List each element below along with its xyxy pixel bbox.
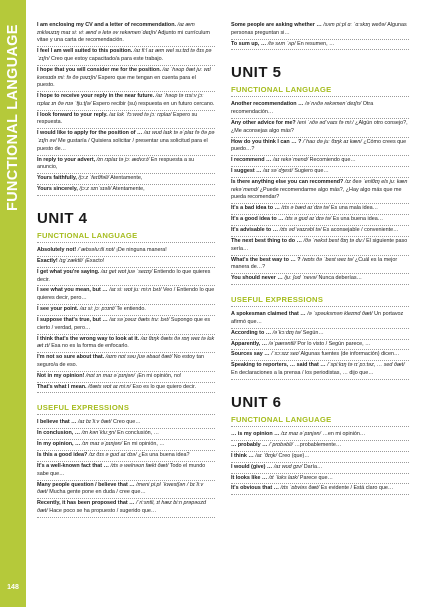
unit-heading: UNIT 5 bbox=[231, 64, 282, 82]
english-phrase: Yours sincerely, bbox=[37, 186, 78, 193]
phonetic-transcription: /meni piːpl ˈkwestʃən / bɪˈliːv ðæt/ bbox=[37, 481, 204, 496]
spanish-translation: Otra recomendación… bbox=[231, 101, 374, 116]
phrase-entry bbox=[231, 310, 409, 329]
english-phrase: Not in my opinion! bbox=[37, 372, 85, 379]
phrase-entry bbox=[231, 441, 409, 452]
phonetic-transcription: /aɪ θɪŋk ðæts ðə rɒŋ weɪ tə lʊk æt ɪt/ bbox=[37, 335, 215, 350]
phonetic-transcription: /jɔːz ˈfeɪθfəli/ bbox=[76, 175, 110, 182]
phrase-entry bbox=[231, 215, 409, 226]
spanish-translation: Entiendo lo que quieres decir. bbox=[37, 268, 211, 283]
english-phrase: It's obvious that … bbox=[231, 485, 280, 492]
phrase-entry bbox=[231, 430, 409, 441]
english-phrase: I suggest … bbox=[231, 168, 262, 175]
phonetic-transcription: /jɔːz sɪnˈsɪəli/ bbox=[77, 186, 112, 193]
spanish-translation: No estoy tan seguro/a de eso. bbox=[37, 354, 204, 368]
phrase-entry bbox=[37, 66, 215, 92]
phonetic-transcription: /ˈriːsntli, ɪt hæz biːn prəpəʊzd ðæt/ bbox=[37, 500, 207, 514]
phonetic-transcription: /ˈsɔːsɪz seɪ/ bbox=[269, 351, 300, 358]
phonetic-transcription: /juː ʃʊd ˈnevə/ bbox=[282, 275, 317, 282]
english-phrase: I recommend … bbox=[231, 157, 272, 164]
phonetic-transcription: /sʌm piːpl ɑː ˈɑːskɪŋ weðə/ bbox=[321, 22, 387, 28]
phonetic-transcription: /aɪ bɪˈliːv ðæt/ bbox=[76, 419, 112, 426]
phonetic-transcription: /aɪ rekəˈmend/ bbox=[271, 157, 309, 164]
phonetic-transcription: /aɪ lʊk ˈfɔːwəd tə jɔː rɪplaɪ/ bbox=[107, 111, 172, 118]
english-phrase: I suppose that's true, but … bbox=[37, 316, 108, 323]
spanish-translation: En mi opinión, … bbox=[122, 441, 165, 448]
english-phrase: Any other advice for me? bbox=[231, 120, 296, 127]
phrase-entry bbox=[37, 246, 215, 257]
phonetic-transcription: /aɪ wʊd gɪv/ bbox=[272, 463, 303, 470]
phrase-entry bbox=[37, 47, 215, 66]
english-phrase: I feel I am well suited to this position. bbox=[37, 48, 133, 55]
phrase-entry bbox=[37, 383, 215, 394]
spanish-translation: En declaraciones a la prensa / los periodistas, … dijo que… bbox=[231, 370, 374, 377]
phrase-entry bbox=[231, 350, 409, 361]
spanish-translation: Espero su respuesta. bbox=[37, 111, 198, 126]
phrase-entry bbox=[37, 499, 215, 518]
phonetic-transcription: /aɪ ˈθɪŋk/ bbox=[253, 452, 278, 459]
english-phrase: Sources say … bbox=[231, 351, 270, 358]
english-phrase: I am enclosing my CV and a letter of recommendation. bbox=[37, 22, 176, 28]
english-phrase: In conclusion, … bbox=[37, 430, 81, 437]
spanish-translation: Creo (que)… bbox=[277, 452, 310, 459]
phrase-entry bbox=[37, 268, 215, 287]
english-phrase: It's a good idea to … bbox=[231, 216, 284, 223]
phonetic-transcription: /ɪn maɪ əˈpɪnjən/ bbox=[80, 441, 123, 448]
phrase-entry bbox=[231, 119, 409, 138]
spanish-translation: ¡De ninguna manera! bbox=[114, 247, 167, 254]
phonetic-transcription: /wɒts ðə ˈbest weɪ tə/ bbox=[300, 256, 354, 263]
spanish-translation: ¿Cuál es la mejor manera de…? bbox=[231, 256, 398, 271]
phonetic-transcription: /əˈnʌðə rekəmenˈdeɪʃn/ bbox=[303, 101, 362, 108]
spanish-translation: ¿Algún otro consejo?, ¿Me aconsejas algo más? bbox=[231, 120, 408, 134]
phonetic-transcription: /ɪn rɪplaɪ tə jɔː ædvɜːt/ bbox=[95, 156, 150, 163]
phrase-entry bbox=[231, 329, 409, 340]
english-phrase: To sum up, … bbox=[231, 40, 267, 47]
english-phrase: Some people are asking whether … bbox=[231, 22, 322, 28]
page-number: 148 bbox=[7, 584, 19, 591]
phonetic-transcription: /ˈspiːkɪŋ tə rɪˈpɔːtəz, … sed ðæt/ bbox=[325, 362, 405, 369]
english-phrase: How do you think I can … ? bbox=[231, 138, 302, 145]
spanish-translation: Es aconsejable / conveniente… bbox=[321, 227, 399, 234]
phrase-entry bbox=[231, 452, 409, 463]
unit-heading: UNIT 4 bbox=[37, 210, 88, 228]
english-phrase: Is this a good idea? bbox=[37, 452, 88, 459]
phrase-entry bbox=[231, 138, 409, 157]
spanish-translation: Es evidente / Está claro que… bbox=[319, 485, 394, 492]
section-heading: USEFUL EXPRESSIONS bbox=[231, 295, 409, 307]
section-heading: FUNCTIONAL LANGUAGE bbox=[37, 231, 215, 243]
phonetic-transcription: /eni ˈʌðə ədˈvaɪs fə miː/ bbox=[295, 120, 354, 127]
spanish-translation: Creo que estoy capacitado/a para este trabajo. bbox=[49, 56, 164, 62]
phonetic-transcription: /əˈpærəntli/ bbox=[267, 340, 296, 347]
spanish-translation: Me gustaría / Quisiera solicitar / presentar una solicitud para el puesto de… bbox=[37, 138, 208, 152]
section-heading: FUNCTIONAL LANGUAGE bbox=[231, 85, 409, 97]
spanish-translation: Recomiendo que… bbox=[308, 157, 356, 164]
phrase-entry bbox=[231, 178, 409, 204]
phrase-entry bbox=[37, 372, 215, 383]
spanish-translation: Algunas personas preguntan si… bbox=[231, 22, 407, 36]
phonetic-transcription: /ɪts ˈɒbviəs ðæt/ bbox=[279, 485, 320, 492]
phrase-entry bbox=[37, 129, 215, 155]
english-phrase: It's a well-known fact that … bbox=[37, 463, 109, 470]
phrase-entry bbox=[231, 256, 409, 275]
spanish-translation: ¿Es una buena idea? bbox=[136, 452, 190, 459]
spanish-translation: Es una buena idea… bbox=[331, 216, 384, 223]
phrase-entry bbox=[37, 111, 215, 130]
english-phrase: I believe that … bbox=[37, 419, 77, 426]
phrase-entry bbox=[37, 156, 215, 175]
english-phrase: Many people question / believe that … bbox=[37, 481, 135, 488]
spanish-translation: Supongo que es cierto / verdad, pero… bbox=[37, 316, 211, 331]
spanish-translation: En conclusión, … bbox=[115, 430, 160, 437]
phrase-entry bbox=[37, 257, 215, 268]
phonetic-transcription: /ðə ˈnekst best θɪŋ tə duː/ bbox=[301, 238, 365, 245]
english-phrase: I'm not so sure about that. bbox=[37, 354, 105, 361]
phrase-entry bbox=[231, 204, 409, 215]
english-phrase: You should never … bbox=[231, 275, 283, 282]
spanish-translation: En resumen, … bbox=[295, 40, 335, 47]
right-column bbox=[231, 21, 409, 495]
spanish-translation: …probablemente… bbox=[293, 441, 342, 448]
english-phrase: A spokesman claimed that … bbox=[231, 311, 306, 318]
english-phrase: It's a bad idea to … bbox=[231, 205, 280, 212]
phrase-entry bbox=[37, 353, 215, 372]
spanish-translation: Un portavoz afirmó que… bbox=[231, 311, 404, 325]
phonetic-transcription: /aɪm nɒt səʊ ʃʊə əbaʊt ðæt/ bbox=[104, 354, 173, 361]
phrase-entry bbox=[37, 305, 215, 316]
phonetic-transcription: /ɪn kənˈkluːʒn/ bbox=[80, 430, 116, 437]
spanish-translation: Espero que me tengan en cuenta para el puesto. bbox=[37, 74, 196, 89]
phonetic-transcription: /ə ˈspəʊksmən kleɪmd ðæt/ bbox=[305, 311, 373, 318]
phonetic-transcription: /ɪts ədˈvaɪzəbl tə/ bbox=[278, 227, 322, 234]
spanish-translation: Es una mala idea… bbox=[329, 205, 378, 212]
unit-heading: UNIT 6 bbox=[231, 393, 282, 411]
phrase-entry bbox=[231, 21, 409, 40]
phonetic-transcription: /aɪ ˈhəʊp tə rɪsiːv jɔː rɪplaɪ ɪn ðə nɪə ˈfjuːtʃə/ bbox=[37, 93, 204, 107]
phonetic-transcription: /ɪts ə bæd aɪˈdɪə tə/ bbox=[279, 205, 330, 212]
sidebar-title: FUNCTIONAL LANGUAGE bbox=[5, 24, 21, 212]
english-phrase: According to … bbox=[231, 329, 272, 336]
phonetic-transcription: /ɪz ðeə ˈeniθɪŋ els juː kæn rekəˈmend/ bbox=[231, 179, 408, 193]
english-phrase: It's advisable to … bbox=[231, 227, 279, 234]
english-phrase: … probably … bbox=[231, 441, 268, 448]
phonetic-transcription: /aɪ wʊd laɪk tə əˈplaɪ fə ðə pəˈzɪʃn əv/ bbox=[37, 130, 215, 145]
phonetic-transcription: /ˈhaʊ də juː θɪŋk aɪ kæn/ bbox=[301, 138, 362, 145]
english-phrase: Recently, it has been proposed that … bbox=[37, 500, 135, 507]
spanish-translation: ¡Exacto! bbox=[82, 257, 105, 264]
phrase-entry bbox=[231, 237, 409, 256]
english-phrase: What's the best way to … ? bbox=[231, 256, 301, 263]
phonetic-transcription: /nɒt ɪn maɪ əˈpɪnjən/ bbox=[84, 372, 136, 379]
section-heading: USEFUL EXPRESSIONS bbox=[37, 403, 215, 415]
english-phrase: … is my opinion … bbox=[231, 430, 280, 437]
spanish-translation: Veo / Entiendo lo que quieres decir, pero… bbox=[37, 287, 215, 302]
phrase-entry bbox=[37, 174, 215, 185]
english-phrase: Exactly! bbox=[37, 257, 58, 264]
spanish-translation: En respuesta a su anuncio, bbox=[37, 156, 195, 171]
phrase-entry bbox=[231, 167, 409, 178]
english-phrase: It looks like … bbox=[231, 474, 268, 481]
english-phrase: I look forward to your reply. bbox=[37, 111, 108, 118]
phonetic-transcription: /ɪts ə gʊd aɪˈdɪə tə/ bbox=[283, 216, 332, 223]
phonetic-transcription: /ɪgˈzæktli/ bbox=[57, 257, 83, 264]
phrase-entry bbox=[231, 156, 409, 167]
spanish-translation: Algunas fuentes (de información) dicen… bbox=[299, 351, 400, 358]
spanish-translation: Daría… bbox=[302, 463, 323, 470]
english-phrase: I would (give) … bbox=[231, 463, 273, 470]
phonetic-transcription: /aɪ ˈhəʊp ðæt juː wɪl kənsɪdə miː fə ðə pəzɪʃn/ bbox=[37, 66, 211, 81]
english-phrase: Another recommendation … bbox=[231, 101, 304, 108]
english-phrase: Yours faithfully, bbox=[37, 175, 77, 182]
english-phrase: Speaking to reporters, … said that … bbox=[231, 362, 326, 369]
english-phrase: I see your point. bbox=[37, 306, 79, 313]
phrase-entry bbox=[37, 316, 215, 335]
spanish-translation: Eso es lo que quiero decir. bbox=[130, 383, 197, 390]
english-phrase: Is there anything else you can recommend? bbox=[231, 179, 344, 186]
spanish-translation: Todo el mundo sabe que… bbox=[37, 463, 206, 477]
phrase-entry bbox=[231, 361, 409, 380]
english-phrase: I hope that you will consider me for the position. bbox=[37, 66, 161, 73]
phrase-entry bbox=[37, 462, 215, 481]
phrase-entry bbox=[37, 418, 215, 429]
spanish-translation: Sugiero que… bbox=[292, 168, 329, 175]
phonetic-transcription: /ˈprɒbəbli/ bbox=[267, 441, 294, 448]
phonetic-transcription: /əˈkɔːdɪŋ tə/ bbox=[271, 329, 302, 336]
spanish-translation: Adjunto mi currículum vitae y una carta de recomendación. bbox=[37, 29, 210, 44]
phonetic-transcription: /ðæts wɒt aɪ miːn/ bbox=[86, 383, 131, 390]
spanish-translation: Por lo visto / Según parece, … bbox=[295, 340, 371, 347]
phonetic-transcription: /aɪ səˈpəʊz ðæts truː bʌt/ bbox=[107, 316, 170, 323]
phrase-entry bbox=[231, 40, 409, 51]
phonetic-transcription: /aɪ fiːl aɪ æm wel suːtɪd tə ðɪs pəˈzɪʃn/ bbox=[37, 48, 212, 62]
english-phrase: I think that's the wrong way to look at it. bbox=[37, 335, 140, 342]
spanish-translation: ¡En mi opinión, no! bbox=[135, 372, 182, 379]
spanish-translation: Parece que… bbox=[298, 474, 333, 481]
spanish-translation: ¿Cómo crees que puedo…? bbox=[231, 138, 407, 153]
phonetic-transcription: /ɪt ˈlʊks laɪk/ bbox=[267, 474, 299, 481]
phrase-entry bbox=[231, 274, 409, 285]
english-phrase: The next best thing to do … bbox=[231, 238, 302, 245]
english-phrase: In my opinion, … bbox=[37, 441, 81, 448]
spanish-translation: ¿Puede recomendarme algo más?, ¿Hay algo más que me pueda recomendar? bbox=[231, 186, 402, 201]
phrase-entry bbox=[37, 481, 215, 500]
english-phrase: That's what I mean. bbox=[37, 383, 87, 390]
phrase-entry bbox=[231, 484, 409, 495]
phrase-entry bbox=[37, 92, 215, 111]
phonetic-transcription: /ɪts ə welnəʊn fækt ðæt/ bbox=[108, 463, 169, 470]
phonetic-transcription: /aɪ æm ɪnkləʊzɪŋ maɪ siː viː ænd ə letə əv rekəmenˈdeɪʃn/ bbox=[37, 22, 195, 36]
spanish-translation: Esa no es la forma de enfocarlo. bbox=[49, 343, 129, 350]
phrase-entry bbox=[231, 474, 409, 485]
english-phrase: I see what you mean, but … bbox=[37, 287, 108, 294]
phonetic-transcription: /aɪ siː wɒt juː miːn bʌt/ bbox=[107, 287, 162, 294]
phrase-entry bbox=[37, 429, 215, 440]
sidebar bbox=[0, 0, 26, 607]
phrase-entry bbox=[37, 185, 215, 196]
phonetic-transcription: /aɪ get wɒt jʊə ˈseɪɪŋ/ bbox=[99, 268, 153, 275]
spanish-translation: Atentamente, bbox=[109, 175, 143, 182]
spanish-translation: Según… bbox=[301, 329, 324, 336]
english-phrase: Apparently, … bbox=[231, 340, 268, 347]
english-phrase: I get what you're saying. bbox=[37, 268, 100, 275]
spanish-translation: …en mi opinión… bbox=[320, 430, 366, 437]
phonetic-transcription: /aɪ səˈdʒest/ bbox=[261, 168, 293, 175]
phonetic-transcription: /ɪz maɪ əˈpɪnjən/ bbox=[279, 430, 321, 437]
spanish-translation: Atentamente, bbox=[111, 186, 145, 193]
phrase-entry bbox=[37, 286, 215, 305]
spanish-translation: Espero recibir (su) respuesta en un futuro cercano. bbox=[91, 100, 215, 107]
spanish-translation: Te entiendo. bbox=[115, 306, 146, 313]
phrase-entry bbox=[231, 463, 409, 474]
spanish-translation: Creo que… bbox=[111, 419, 141, 426]
spanish-translation: Nunca deberías… bbox=[316, 275, 362, 282]
phrase-entry bbox=[37, 21, 215, 47]
spanish-translation: Mucha gente pone en duda / cree que… bbox=[47, 489, 146, 496]
spanish-translation: El siguiente paso sería… bbox=[231, 238, 408, 252]
english-phrase: I hope to receive your reply in the near future. bbox=[37, 93, 155, 100]
phrase-entry bbox=[37, 451, 215, 462]
phrase-entry bbox=[231, 226, 409, 237]
english-phrase: I would like to apply for the position of … bbox=[37, 130, 143, 137]
phrase-entry bbox=[231, 100, 409, 119]
english-phrase: Absolutely not! bbox=[37, 247, 77, 254]
section-heading: FUNCTIONAL LANGUAGE bbox=[231, 415, 409, 427]
phonetic-transcription: /tə sʌm ˈʌp/ bbox=[266, 40, 296, 47]
english-phrase: I think … bbox=[231, 452, 254, 459]
left-column bbox=[37, 21, 215, 518]
english-phrase: In reply to your advert, bbox=[37, 156, 96, 163]
phrase-entry bbox=[37, 335, 215, 354]
phonetic-transcription: /aɪ siː jɔː pɔɪnt/ bbox=[78, 306, 116, 313]
phonetic-transcription: /ˈæbsəluːtli nɒt/ bbox=[76, 247, 115, 254]
phrase-entry bbox=[37, 440, 215, 451]
phonetic-transcription: /ɪz ðɪs ə gʊd aɪˈdɪə/ bbox=[87, 452, 137, 459]
spanish-translation: Hace poco se ha propuesto / sugerido que… bbox=[47, 507, 157, 514]
phrase-entry bbox=[231, 340, 409, 351]
